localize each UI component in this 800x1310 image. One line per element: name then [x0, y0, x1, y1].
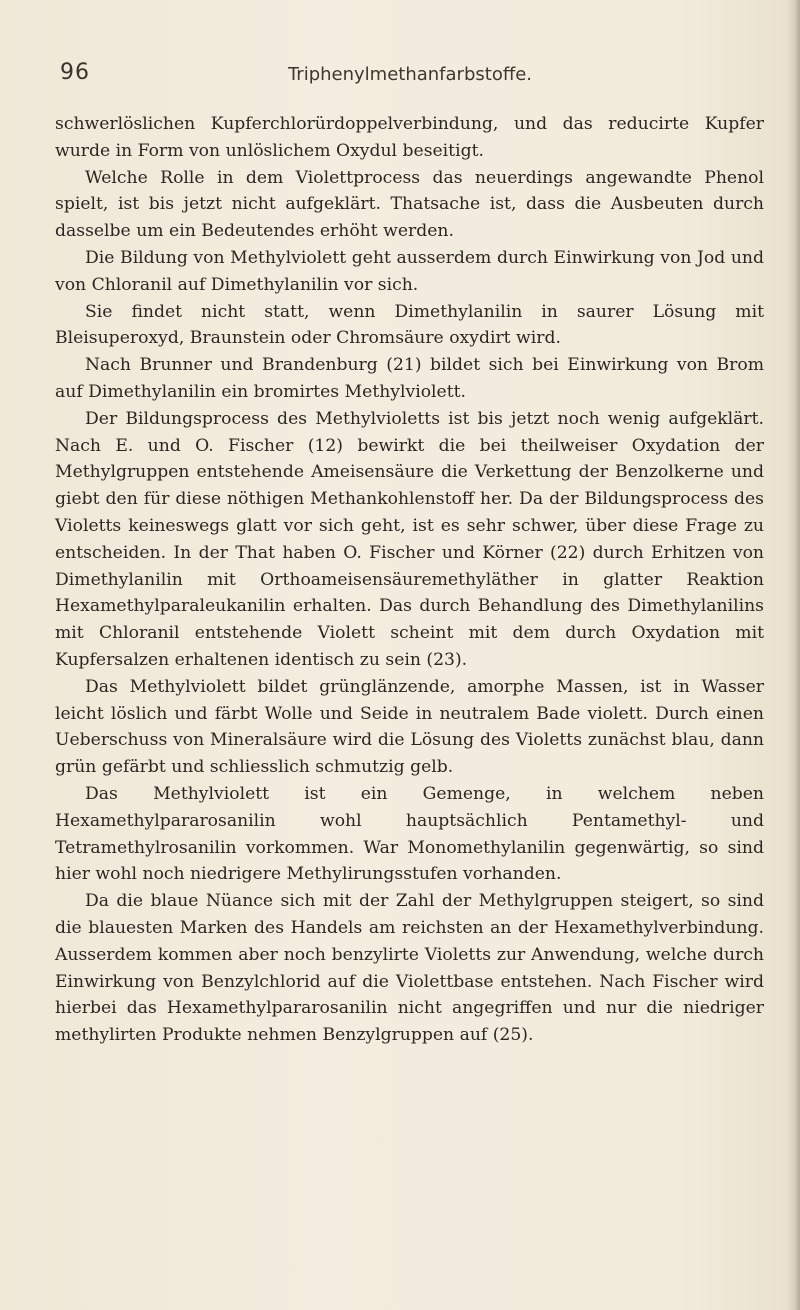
- running-head: [60, 60, 760, 100]
- paragraph: Die Bildung von Methylviolett geht ausserdem durch Einwirkung von Jod und von Chloranil auf Dimethylanilin vor sich.: [55, 247, 764, 295]
- paragraph: Sie findet nicht statt, wenn Dimethylanilin in saurer Lösung mit Bleisuperoxyd, Braunstein oder Chromsäure oxydirt wird.: [55, 301, 764, 349]
- paragraph: Welche Rolle in dem Violettprocess das neuerdings angewandte Phenol spielt, ist bis jetzt nicht aufgeklärt. Thatsache ist, dass die Ausbeuten durch dasselbe um ein Bedeutendes erhöht werden.: [55, 167, 764, 242]
- body-text: [55, 111, 764, 1049]
- page-number: 96: [60, 60, 90, 85]
- paragraph: Der Bildungsprocess des Methylvioletts ist bis jetzt noch wenig aufgeklärt. Nach E. und O. Fischer (12) bewirkt die bei theilweiser Oxydation der Methylgruppen entstehende Ameisensäure die Verkettung der Benzolkerne und giebt den für diese nöthigen Methankohlenstoff her. Da der Bildungsprocess des Violetts keineswegs glatt vor sich geht, ist es sehr schwer, über diese Frage zu entscheiden. In der That haben O. Fischer und Körner (22) durch Erhitzen von Dimethylanilin mit Orthoameisensäuremethyläther in glatter Reaktion Hexamethylparaleukanilin erhalten. Das durch Behandlung des Dimethylanilins mit Chloranil entstehende Violett scheint mit dem durch Oxydation mit Kupfersalzen erhaltenen identisch zu sein (23).: [55, 408, 764, 670]
- paragraph: Nach Brunner und Brandenburg (21) bildet sich bei Einwirkung von Brom auf Dimethylanilin ein bromirtes Methylviolett.: [55, 355, 764, 402]
- running-title: Triphenylmethanfarbstoffe.: [287, 64, 533, 85]
- paragraph: Da die blaue Nüance sich mit der Zahl der Methylgruppen steigert, so sind die blauesten Marken des Handels am reichsten an der Hexamethylverbindung. Ausserdem kommen aber noch benzylirte Violetts zur Anwendung, welche durch Einwirkung von Benzylchlorid auf die Violettbase entstehen. Nach Fischer wird hierbei das Hexamethylpararosanilin nicht angegriffen und nur die niedriger methylirten Produkte nehmen Benzylgruppen auf (25).: [55, 891, 764, 1046]
- paragraph: Das Methylviolett bildet grünglänzende, amorphe Massen, ist in Wasser leicht löslich und färbt Wolle und Seide in neutralem Bade violett. Durch einen Ueberschuss von Mineralsäure wird die Lösung des Violetts zunächst blau, dann grün gefärbt und schliesslich schmutzig gelb.: [55, 676, 764, 778]
- paragraph: Das Methylviolett ist ein Gemenge, in welchem neben Hexamethylpararosanilin wohl hauptsächlich Pentamethyl- und Tetramethylrosanilin vorkommen. War Monomethylanilin gegenwärtig, so sind hier wohl noch niedrigere Methylirungsstufen vorhanden.: [55, 783, 764, 885]
- page-edge-shadow: [786, 0, 800, 1310]
- paragraph: schwerlöslichen Kupferchlorürdoppelverbindung, und das reducirte Kupfer wurde in Form von unlöslichem Oxydul beseitigt.: [55, 114, 764, 161]
